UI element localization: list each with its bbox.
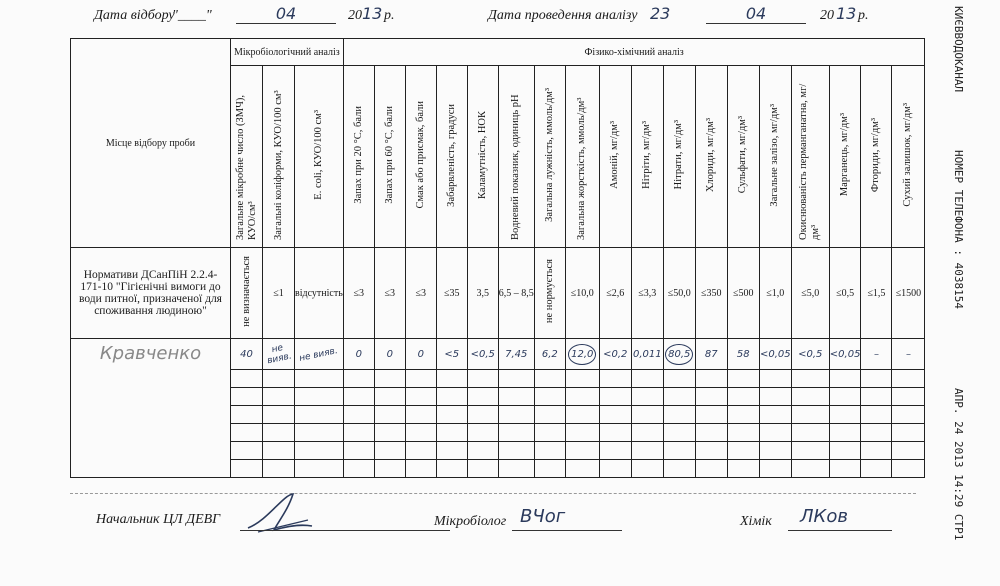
sample-year-prefix: 20 [348,8,362,23]
value-cell: 0 [374,339,405,370]
empty-cell [534,424,565,442]
column-header: Забарвленість, градуси [436,66,467,248]
empty-cell [343,460,374,478]
empty-cell [231,424,263,442]
value-cell: 6,2 [534,339,565,370]
analysis-year-unit: р. [858,8,869,23]
value-cell: <0,2 [599,339,631,370]
value-cell: <0,05 [829,339,861,370]
empty-cell [343,442,374,460]
empty-cell [829,424,861,442]
norm-cell: ≤1,5 [861,248,892,339]
norm-label: Нормативи ДСанПіН 2.2.4-171-10 "Гігієнічні вимоги до води питної, призначеної для споживання людиною" [71,248,231,339]
value-cell: 12,0 [565,339,599,370]
empty-cell [436,406,467,424]
value-cell: <0,5 [467,339,498,370]
norm-cell: ≤3 [405,248,436,339]
head-label: Начальник ЦЛ ДЕВГ [96,512,221,527]
value-cell: не вияв. [263,339,295,370]
column-header: Окиснюваність перманганатна, мг/дм³ [791,66,829,248]
empty-cell [498,406,534,424]
empty-cell [498,424,534,442]
empty-cell [498,370,534,388]
empty-cell [727,424,759,442]
empty-cell [727,406,759,424]
column-header: Сульфати, мг/дм³ [727,66,759,248]
value-cell: 40 [231,339,263,370]
empty-cell [791,370,829,388]
empty-cell [861,370,892,388]
footer-divider [70,493,916,494]
empty-cell [861,424,892,442]
empty-cell [405,442,436,460]
norm-cell: ≤1 [263,248,295,339]
empty-cell [343,424,374,442]
empty-cell [231,460,263,478]
empty-cell [861,406,892,424]
empty-cell [892,460,925,478]
empty-cell [374,388,405,406]
analysis-year-suffix: 13 [836,4,857,23]
column-header: Амоній, мг/дм³ [599,66,631,248]
chemist-sign-line [788,530,892,531]
empty-cell [695,388,727,406]
empty-cell [599,442,631,460]
empty-cell [374,442,405,460]
empty-cell [534,406,565,424]
empty-cell [663,370,695,388]
empty-cell [263,406,295,424]
empty-cell [663,460,695,478]
micro-group-header: Мікробіологічний аналіз [231,39,344,66]
empty-cell [829,388,861,406]
empty-cell [295,442,344,460]
empty-cell [534,442,565,460]
empty-cell [892,406,925,424]
empty-cell [498,460,534,478]
value-cell: 0 [405,339,436,370]
column-header: Загальне мікробне число (ЗМЧ), КУО/см³ [231,66,263,248]
analysis-date-label: Дата проведення аналізу [488,8,638,23]
value-cell: 58 [727,339,759,370]
empty-cell [295,424,344,442]
empty-cell [565,424,599,442]
norm-cell: відсутність [295,248,344,339]
empty-cell [565,442,599,460]
empty-cell [231,388,263,406]
empty-cell [599,406,631,424]
empty-cell [892,442,925,460]
micro-sign-line [512,530,622,531]
norm-cell: ≤3,3 [631,248,663,339]
micro-signature: ВЧог [520,506,566,527]
column-header: Фториди, мг/дм³ [861,66,892,248]
empty-cell [467,370,498,388]
empty-cell [436,370,467,388]
norm-cell: ≤500 [727,248,759,339]
head-sign-line [240,530,450,531]
empty-cell [263,460,295,478]
empty-cell [695,406,727,424]
chemist-signature: ЛКов [800,506,848,527]
analysis-year-prefix: 20 [820,8,834,23]
empty-cell [892,424,925,442]
empty-cell [791,442,829,460]
empty-cell [343,388,374,406]
column-header: Загальне залізо, мг/дм³ [759,66,791,248]
empty-cell [727,388,759,406]
empty-cell [374,406,405,424]
empty-cell [231,442,263,460]
analysis-month: 04 [706,4,806,24]
column-header: Марганець, мг/дм³ [829,66,861,248]
empty-cell [892,388,925,406]
norm-cell: ≤1,0 [759,248,791,339]
column-header: Загальна лужність, ммоль/дм³ [534,66,565,248]
empty-cell [374,424,405,442]
empty-cell [695,442,727,460]
empty-cell [791,406,829,424]
empty-cell [759,370,791,388]
empty-cell [599,424,631,442]
empty-cell [631,370,663,388]
value-cell: – [892,339,925,370]
empty-cell [791,424,829,442]
empty-cell [498,388,534,406]
empty-cell [727,460,759,478]
empty-cell [565,460,599,478]
empty-cell [663,442,695,460]
value-cell: 0 [343,339,374,370]
empty-cell [295,460,344,478]
empty-cell [663,406,695,424]
empty-cell [727,442,759,460]
norm-cell: ≤0,5 [829,248,861,339]
empty-cell [565,406,599,424]
empty-cell [599,388,631,406]
empty-cell [374,460,405,478]
empty-cell [631,388,663,406]
empty-cell [374,370,405,388]
empty-cell [467,460,498,478]
sample-date-label: Дата відбору [94,8,175,23]
place-header: Місце відбору проби [71,39,231,248]
column-header: Загальна жорсткість, ммоль/дм³ [565,66,599,248]
empty-cell [759,406,791,424]
column-header: E. coli, КУО/100 см³ [295,66,344,248]
empty-cell [695,460,727,478]
column-header: Сухий залишок, мг/дм³ [892,66,925,248]
empty-cell [791,388,829,406]
norm-cell: ≤1500 [892,248,925,339]
norm-cell: 6,5 – 8,5 [498,248,534,339]
value-cell: 80,5 [663,339,695,370]
empty-cell [663,424,695,442]
empty-cell [534,460,565,478]
sample-year-unit: р. [384,8,395,23]
sample-day: "____" [172,8,212,23]
norm-cell: ≤50,0 [663,248,695,339]
empty-cell [663,388,695,406]
empty-cell [467,442,498,460]
sample-year-suffix: 13 [362,4,383,23]
norm-cell: ≤2,6 [599,248,631,339]
empty-cell [861,460,892,478]
phys-group-header: Фізико-хімічний аналіз [343,39,925,66]
empty-cell [436,424,467,442]
empty-cell [631,442,663,460]
analysis-day: 23 [650,4,671,23]
empty-cell [405,370,436,388]
value-cell: – [861,339,892,370]
empty-cell [534,370,565,388]
head-signature [238,490,318,540]
empty-cell [861,442,892,460]
empty-cell [829,406,861,424]
empty-cell [405,406,436,424]
column-header: Загальні коліформи, КУО/100 см³ [263,66,295,248]
empty-cell [436,388,467,406]
empty-cell [263,388,295,406]
value-cell: не вияв. [295,339,344,370]
empty-cell [791,460,829,478]
value-cell: <5 [436,339,467,370]
sample-place: Кравченко [71,339,231,478]
empty-cell [631,460,663,478]
empty-cell [565,370,599,388]
empty-cell [631,424,663,442]
column-header: Запах при 20 °С, бали [343,66,374,248]
norm-cell: ≤3 [374,248,405,339]
fax-datetime: АПР. 24 2013 14:29 СТР1 [952,388,965,541]
empty-cell [263,442,295,460]
sample-month: 04 [236,4,336,24]
column-header: Нітрати, мг/дм³ [663,66,695,248]
column-header: Водневий показник, одиниць pH [498,66,534,248]
empty-cell [727,370,759,388]
empty-cell [759,442,791,460]
column-header: Хлориди, мг/дм³ [695,66,727,248]
empty-cell [405,424,436,442]
empty-cell [231,370,263,388]
empty-cell [829,442,861,460]
value-cell: <0,5 [791,339,829,370]
empty-cell [343,370,374,388]
empty-cell [599,370,631,388]
empty-cell [295,370,344,388]
chemist-label: Хімік [740,514,772,529]
empty-cell [599,460,631,478]
empty-cell [231,406,263,424]
empty-cell [295,388,344,406]
micro-label: Мікробіолог [434,514,507,529]
norm-cell: ≤10,0 [565,248,599,339]
analysis-table [70,38,925,478]
norm-cell: ≤35 [436,248,467,339]
value-cell: <0,05 [759,339,791,370]
norm-cell: ≤350 [695,248,727,339]
empty-cell [436,442,467,460]
column-header: Смак або присмак, бали [405,66,436,248]
empty-cell [829,460,861,478]
column-header: Каламутність, НОК [467,66,498,248]
empty-cell [829,370,861,388]
empty-cell [534,388,565,406]
fax-phone: НОМЕР ТЕЛЕФОНА : 4038154 [952,150,965,309]
empty-cell [467,388,498,406]
value-cell: 87 [695,339,727,370]
empty-cell [695,424,727,442]
empty-cell [405,388,436,406]
empty-cell [405,460,436,478]
value-cell: 0,011 [631,339,663,370]
empty-cell [263,370,295,388]
value-cell: 7,45 [498,339,534,370]
empty-cell [695,370,727,388]
norm-cell: не нормується [534,248,565,339]
empty-cell [759,388,791,406]
norm-cell: ≤3 [343,248,374,339]
column-header: Запах при 60 °С, бали [374,66,405,248]
empty-cell [861,388,892,406]
empty-cell [467,406,498,424]
empty-cell [263,424,295,442]
norm-cell: 3,5 [467,248,498,339]
empty-cell [565,388,599,406]
empty-cell [295,406,344,424]
fax-sender: КИЄВВОДОКАНАЛ [952,6,965,93]
empty-cell [436,460,467,478]
empty-cell [498,442,534,460]
empty-cell [631,406,663,424]
norm-cell: не визначається [231,248,263,339]
column-header: Нітріти, мг/дм³ [631,66,663,248]
empty-cell [892,370,925,388]
empty-cell [467,424,498,442]
empty-cell [759,460,791,478]
norm-cell: ≤5,0 [791,248,829,339]
empty-cell [759,424,791,442]
empty-cell [343,406,374,424]
